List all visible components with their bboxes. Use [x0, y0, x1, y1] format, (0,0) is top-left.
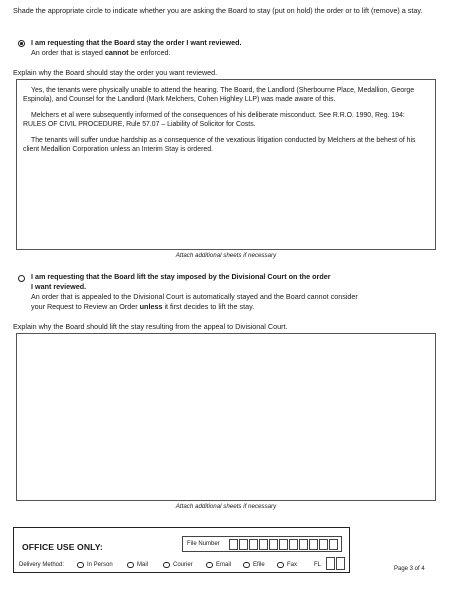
file-number-cell[interactable]: [269, 539, 278, 550]
file-number-cell[interactable]: [289, 539, 298, 550]
fl-label: FL: [314, 562, 322, 568]
delivery-email-radio[interactable]: [206, 562, 213, 569]
delivery-in-person-label: In Person: [87, 562, 113, 568]
file-number-field[interactable]: [182, 536, 342, 552]
attach-note: Attach additional sheets if necessary: [175, 252, 277, 259]
delivery-mail-radio[interactable]: [127, 562, 134, 569]
delivery-mail-label: Mail: [137, 562, 149, 568]
attach-note: Attach additional sheets if necessary: [175, 503, 277, 510]
office-use-section: [13, 527, 350, 573]
page-number: Page 3 of 4: [394, 566, 425, 572]
file-number-cell[interactable]: [309, 539, 318, 550]
stay-option-label: I am requesting that the Board stay the order I want reviewed.: [31, 38, 242, 47]
lift-option-note-line1: An order that is appealed to the Divisional Court is automatically stayed and the Board cannot consider: [31, 292, 358, 301]
file-number-cell[interactable]: [319, 539, 328, 550]
file-number-cell[interactable]: [279, 539, 288, 550]
file-number-cell[interactable]: [239, 539, 248, 550]
stay-reason-textarea[interactable]: [16, 79, 436, 250]
delivery-in-person-radio[interactable]: [77, 562, 84, 569]
delivery-email-label: Email: [216, 562, 232, 568]
file-number-cell[interactable]: [329, 539, 338, 550]
file-number-cell[interactable]: [259, 539, 268, 550]
stay-option-note: An order that is stayed cannot be enforced.: [31, 48, 171, 57]
stay-option-radio[interactable]: [18, 40, 25, 47]
lift-option-label-line2: I want reviewed.: [31, 282, 87, 291]
office-use-title: OFFICE USE ONLY:: [22, 542, 103, 552]
file-number-cell[interactable]: [299, 539, 308, 550]
delivery-courier-radio[interactable]: [163, 562, 170, 569]
delivery-courier-label: Courier: [173, 562, 193, 568]
lift-option-radio[interactable]: [18, 275, 25, 282]
file-number-label: File Number: [187, 540, 220, 547]
file-number-cell[interactable]: [249, 539, 258, 550]
delivery-efile-label: Efile: [253, 562, 265, 568]
fl-cell[interactable]: [326, 557, 335, 570]
delivery-fax-label: Fax: [287, 562, 298, 568]
file-number-cell[interactable]: [229, 539, 238, 550]
lift-reason-textarea[interactable]: [16, 333, 436, 501]
lift-option-label-line1: I am requesting that the Board lift the stay imposed by the Divisional Court on the order: [31, 272, 331, 281]
delivery-method-label: Delivery Method:: [19, 562, 65, 568]
fl-cell[interactable]: [336, 557, 345, 570]
stay-reason-paragraph: The tenants will suffer undue hardship as a consequence of the vexatious litigation conducted by Melchers at the behest of his client Medallion Corporation unless an Interim Stay is ordered.: [23, 136, 416, 153]
intro-text: Shade the appropriate circle to indicate whether you are asking the Board to stay (put on hold) the order or to lift (remove) a stay.: [13, 6, 423, 15]
lift-option-note-line2: your Request to Review an Order unless it first decides to lift the stay.: [31, 302, 255, 311]
lift-prompt: Explain why the Board should lift the stay resulting from the appeal to Divisional Court.: [13, 322, 288, 331]
stay-prompt: Explain why the Board should stay the order you want reviewed.: [13, 68, 218, 77]
delivery-efile-radio[interactable]: [243, 562, 250, 569]
stay-reason-paragraph: Melchers et al were subsequently informed of the consequences of his deliberate misconduct. See R.R.O. 1990, Reg. 194: RULES OF CIVIL PROCEDURE, Rule 57.07 – Liability of Solicitor for Costs.: [23, 111, 405, 128]
stay-reason-paragraph: Yes, the tenants were physically unable to attend the hearing. The Board, the Landlord (Sherbourne Place, Medallion, George Espinola), and Counsel for the Landlord (Mark Melchers, Cohen Highley LLP) was made aware of this.: [23, 87, 415, 104]
delivery-fax-radio[interactable]: [277, 562, 284, 569]
